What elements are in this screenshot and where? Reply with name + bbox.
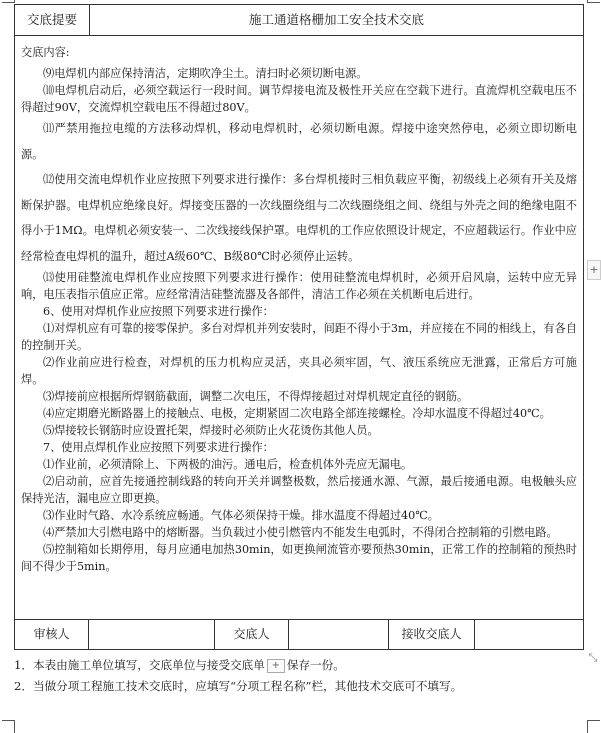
paragraph-10: ⑽电焊机启动后，必须空载运行一段时间。调节焊接电流及极性开关应在空载下进行。直流焊机空载电压不得超过90V，交流焊机空载电压不得超过80V。 [21,84,577,114]
section-7-item-3: ⑶作业时气路、水冷系统应畅通。气体必须保持干燥。排水温度不得超过40℃。 [43,509,439,522]
form-title: 施工通道格栅加工安全技术交底 [248,12,424,27]
paragraph-13: ⒀使用硅整流电焊机作业应按照下列要求进行操作：使用硅整流电焊机时，必须开启风扇，运转中应无异响，电压表指示值应正常。应经常清洁硅整流器及各部件，清洁工作必须在关机断电后进行。 [21,271,577,301]
section-6-item-1: ⑴对焊机应有可靠的接零保护。多台对焊机并列安装时，间距不得小于3m，并应接在不同的相线上，有各自的控制开关。 [21,322,577,352]
section-7-item-5: ⑸控制箱如长期停用，每月应通电加热30min，如更换闸流管亦要预热30min，正常工作的控制箱的预热时间不得少于5min。 [21,543,577,573]
section-7-item-1: ⑴作业前，必须清除上、下两极的油污。通电后，检查机体外壳应无漏电。 [43,458,413,471]
section-6-item-4: ⑷应定期磨光断路器上的接触点、电极，定期紧固二次电路全部连接螺栓。冷却水温度不得超过40℃。 [43,407,551,420]
disclosure-form-table [14,4,584,650]
note-1 [14,655,584,676]
note-1-text-end: 保存一份。 [286,658,345,672]
section-6-heading: 6、使用对焊机作业应按照下列要求进行操作： [43,305,274,318]
section-7-item-2: ⑵启动前，应首先接通控制线路的转向开关并调整极数，然后接通水源、气源，最后接通电源。电极触头应保持光洁，漏电应立即更换。 [21,475,577,505]
content-label: 交底内容: [21,46,70,59]
section-7-heading: 7、使用点焊机作业应按照下列要求进行操作： [43,441,274,454]
section-6-item-3: ⑶焊接前应根据所焊钢筋截面，调整二次电压，不得焊接超过对焊机规定直径的钢筋。 [43,390,469,403]
receiver-label: 接收交底人 [389,619,475,649]
section-7-item-4: ⑷严禁加大引燃电路中的熔断器。当负载过小使引燃管内不能发生电弧时，不得闭合控制箱的引燃电路。 [43,526,558,539]
paragraph-9: ⑼电焊机内部应保持清洁，定期吹净尘土。清扫时必须切断电源。 [43,67,368,80]
section-6-item-5: ⑸焊接较长钢筋时应设置托架，焊接时必须防止火花烫伤其他人员。 [43,424,379,437]
crop-mark-top-right [587,0,600,3]
crop-mark-bottom-left [2,720,15,733]
reviewer-field[interactable] [89,619,215,649]
submitter-field[interactable] [289,619,389,649]
note-1-text-start: 1．本表由施工单位填写，交底单位与接受交底单 [14,658,265,672]
add-column-plus-icon[interactable]: + [587,260,601,280]
paragraph-12: ⑿使用交流电焊机作业应按照下列要求进行操作：多台焊机接时三相负载应平衡，初级线上必须有开关及熔断保护器。电焊机应绝缘良好。焊接变压器的一次线圈绕组与二次线圈绕组之间、绕组与外壳之间的绝缘电阻不得小于1MΩ。电焊机必须安装一、二次线接线保护罩。电焊机的工作应依照设计规定，不应超载运行。作业中应经常检查电焊机的温升，超过A级60℃、B级80℃时必须停止运转。 [21,173,577,263]
receiver-field[interactable] [475,619,583,649]
submitter-label: 交底人 [215,619,289,649]
signature-row [15,619,583,649]
paragraph-11: ⑾严禁用拖拉电缆的方法移动焊机，移动电焊机时，必须切断电源。焊接中途突然停电，必须立即切断电源。 [21,122,577,161]
crop-mark-bottom-right [587,720,600,733]
header-row [15,5,583,36]
table-resize-icon[interactable]: ⤡ [588,651,598,664]
crop-mark-top-left [2,0,15,3]
section-6-item-2: ⑵作业前应进行检查，对焊机的压力机构应灵活，夹具必须牢固，气、液压系统应无泄露，正常后方可施焊。 [21,356,577,386]
summary-label: 交底提要 [15,5,90,35]
disclosure-content[interactable] [15,36,583,620]
footnotes [14,655,584,697]
reviewer-label: 审核人 [15,619,89,649]
note-2: 2．当做分项工程施工技术交底时，应填写“分项工程名称”栏，其他技术交底可不填写。 [14,679,463,693]
add-row-plus-icon[interactable]: + [267,659,285,673]
